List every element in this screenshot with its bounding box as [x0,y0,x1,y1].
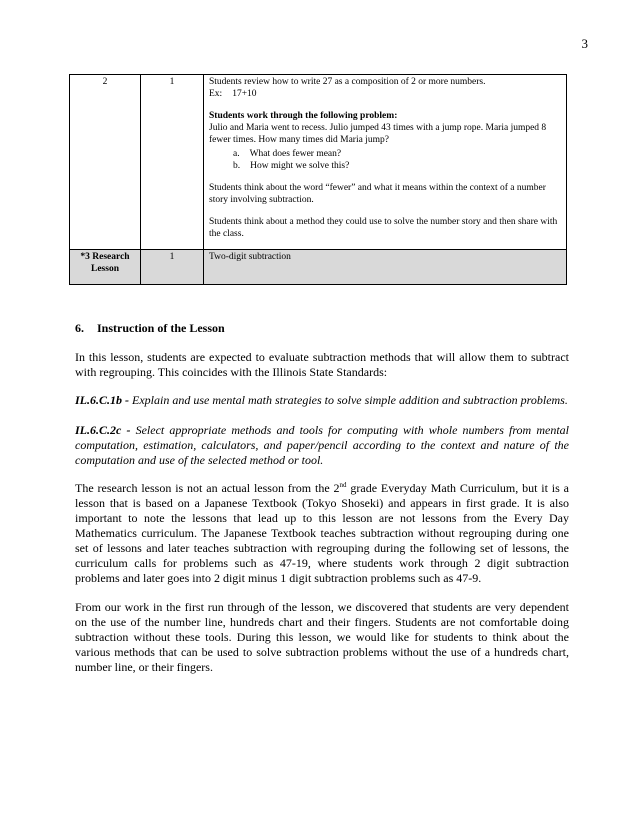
standard-item [75,423,569,468]
research-text-start: The research lesson is not an actual lesson from the 2 [75,481,340,495]
description-cell [204,75,567,250]
list-text: How might we solve this? [250,161,350,172]
list-marker: b. [233,161,241,172]
research-paragraph [75,481,569,586]
example-label: Ex: [209,88,223,99]
list-item [233,149,561,161]
section-heading [75,321,225,336]
method-paragraph: Students think about a method they could use to solve the number story and then share with the class. [209,216,558,239]
days-cell: 1 [141,249,204,284]
intro-paragraph: In this lesson, students are expected to evaluate subtraction methods that will allow them to subtract with regrouping. This coincides with the Illinois State Standards: [75,350,569,379]
standard-text: Explain and use mental math strategies to solve simple addition and subtraction problems. [132,393,568,407]
lesson-number-cell: *3 Research Lesson [70,249,141,284]
problem-heading: Students work through the following problem: [209,110,398,121]
lesson-number-cell: 2 [70,75,141,250]
standard-text: Select appropriate methods and tools for computing with whole numbers from mental computation, estimation, calculators, and paper/pencil according to the context and nature of the computation and use of the selected method or tool. [75,423,569,467]
section-number: 6. [75,321,84,335]
section-title: Instruction of the Lesson [97,321,225,335]
conclusion-paragraph: From our work in the first run through of the lesson, we discovered that students are very dependent on the use of the number line, hundreds chart and their fingers. Students are not comfortable doing subtraction without these tools. During this lesson, we would like for students to think about the various methods that can be used to solve subtraction problems without the use of a hundreds chart, number line, or their fingers. [75,600,569,674]
example-value: 17+10 [232,88,257,99]
review-text: Students review how to write 27 as a composition of 2 or more numbers. [209,77,486,87]
list-item [233,161,561,173]
table-row [70,249,567,284]
list-text: What does fewer mean? [249,149,342,160]
table-row [70,75,567,250]
description-cell: Two-digit subtraction [204,249,567,284]
standard-code: IL.6.C.1b - [75,393,129,407]
fewer-paragraph: Students think about the word “fewer” and what it means within the context of a number story involving subtraction. [209,183,546,205]
page-number: 3 [581,36,588,51]
days-cell: 1 [141,75,204,250]
question-list [233,149,561,173]
example-line [209,89,561,101]
ordinal-suffix: nd [339,481,347,489]
list-marker: a. [233,149,240,160]
problem-text: Julio and Maria went to recess. Julio jumped 43 times with a jump rope. Maria jumped 8 fewer times. How many times did Maria jump? [209,122,547,145]
standard-code: IL.6.C.2c - [75,423,131,437]
standard-item [75,393,569,408]
research-text-rest: grade Everyday Math Curriculum, but it is a lesson that is based on a Japanese Textbook (Tokyo Shoseki) and appears in first grade. It is also important to note the lessons that lead up to this lesson are not lessons from the Every Day Mathematics curriculum. The Japanese Textbook teaches subtraction without regrouping during one set of lessons and later teaches subtraction with regrouping during the following set of lessons, the curriculum calls for problems such as 47-19, where students work through 2 digit subtraction problems and later goes into 2 digit minus 1 digit subtraction problems such as 47-9. [75,481,569,585]
lesson-plan-table [69,74,567,285]
